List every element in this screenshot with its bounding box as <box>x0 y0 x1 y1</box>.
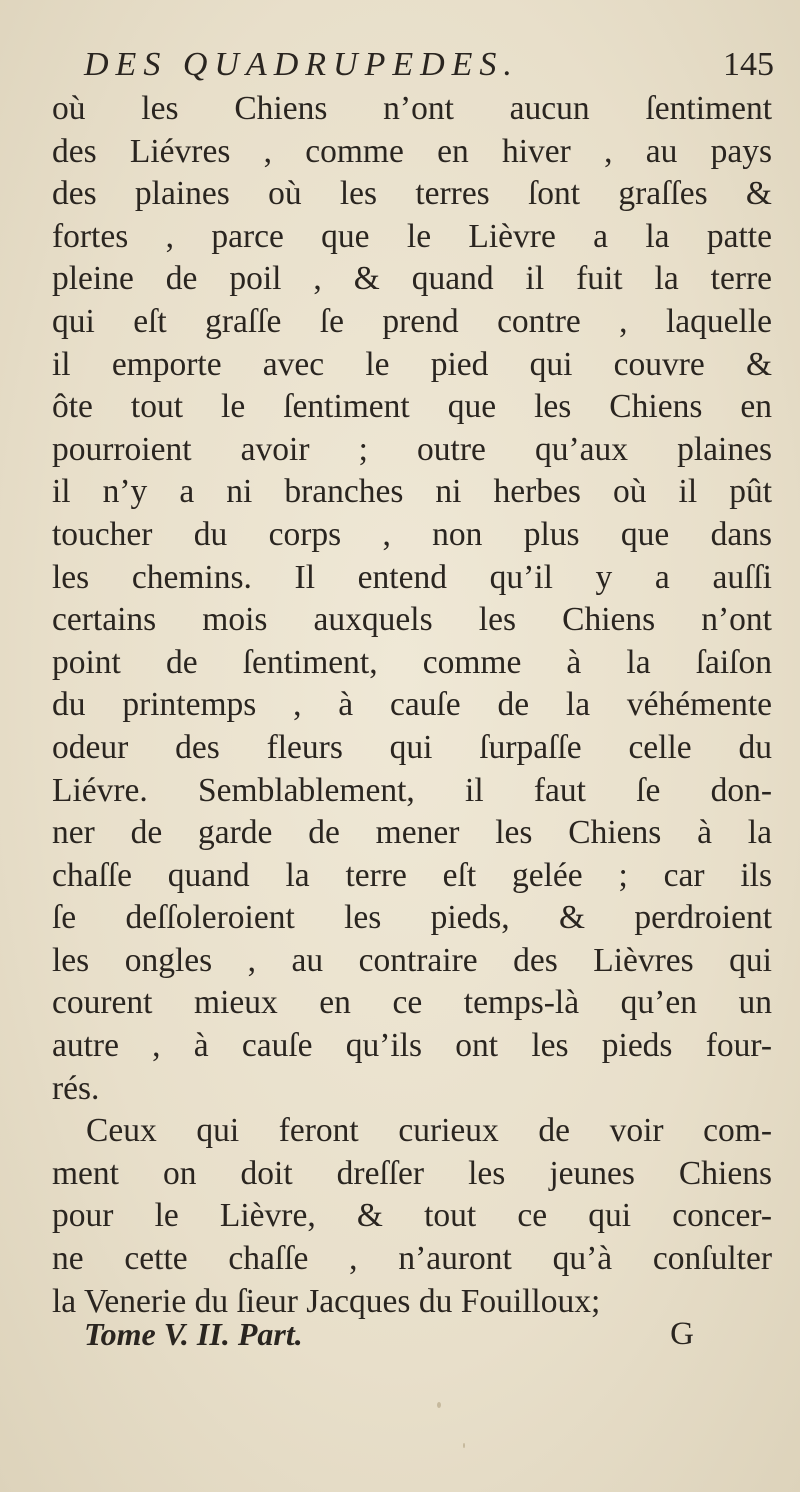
text-line: des plaines où les terres ſont graſſes & <box>52 175 772 213</box>
text-line: fortes , parce que le Lièvre a la patte <box>52 217 772 255</box>
text-line: les ongles , au contraire des Lièvres qui <box>52 941 772 979</box>
text-line: ſe deſſoleroient les pieds, & perdroient <box>52 899 772 937</box>
text-line: ner de garde de mener les Chiens à la <box>52 814 772 852</box>
text-line: la Venerie du ſieur Jacques du Fouilloux; <box>52 1282 601 1320</box>
paper-speck <box>437 1402 441 1408</box>
text-line: Liévre. Semblablement, il faut ſe don- <box>52 771 772 809</box>
text-line: pourroient avoir ; outre qu’aux plaines <box>52 430 772 468</box>
paragraph-end-line: rés. <box>52 1069 100 1107</box>
signature-mark: G <box>670 1316 694 1352</box>
running-title: DES QUADRUPEDES. <box>84 46 519 83</box>
signature-line: Tome V. II. Part. <box>84 1316 303 1352</box>
text-line: pleine de poil , & quand il fuit la terre <box>52 260 772 298</box>
text-line: qui eſt graſſe ſe prend contre , laquelle <box>52 302 772 340</box>
page-header <box>84 46 774 92</box>
paper-speck <box>463 1443 465 1448</box>
text-line: autre , à cauſe qu’ils ont les pieds four- <box>52 1027 772 1065</box>
text-line: il emporte avec le pied qui couvre & <box>52 345 772 383</box>
paragraph-start-line: Ceux qui feront curieux de voir com- <box>86 1112 772 1150</box>
text-line: chaſſe quand la terre eſt gelée ; car ils <box>52 856 772 894</box>
text-line: où les Chiens n’ont aucun ſentiment <box>52 90 772 127</box>
text-line: les chemins. Il entend qu’il y a auſſi <box>52 558 772 596</box>
text-line: du printemps , à cauſe de la véhémente <box>52 686 772 724</box>
text-line: ôte tout le ſentiment que les Chiens en <box>52 388 772 426</box>
text-line: ne cette chaſſe , n’auront qu’à conſulter <box>52 1240 772 1278</box>
text-line: certains mois auxquels les Chiens n’ont <box>52 601 772 639</box>
text-line: il n’y a ni branches ni herbes où il pût <box>52 473 772 511</box>
text-line: toucher du corps , non plus que dans <box>52 515 772 553</box>
text-line: courent mieux en ce temps-là qu’en un <box>52 984 772 1022</box>
text-line: odeur des fleurs qui ſurpaſſe celle du <box>52 728 772 766</box>
text-line: point de ſentiment, comme à la ſaiſon <box>52 643 772 681</box>
page-footer <box>84 1316 694 1358</box>
text-line: ment on doit dreſſer les jeunes Chiens <box>52 1154 772 1192</box>
text-line: pour le Lièvre, & tout ce qui concer- <box>52 1197 772 1235</box>
body-text <box>52 88 772 1323</box>
text-line: des Liévres , comme en hiver , au pays <box>52 132 772 170</box>
page-number: 145 <box>723 46 774 83</box>
